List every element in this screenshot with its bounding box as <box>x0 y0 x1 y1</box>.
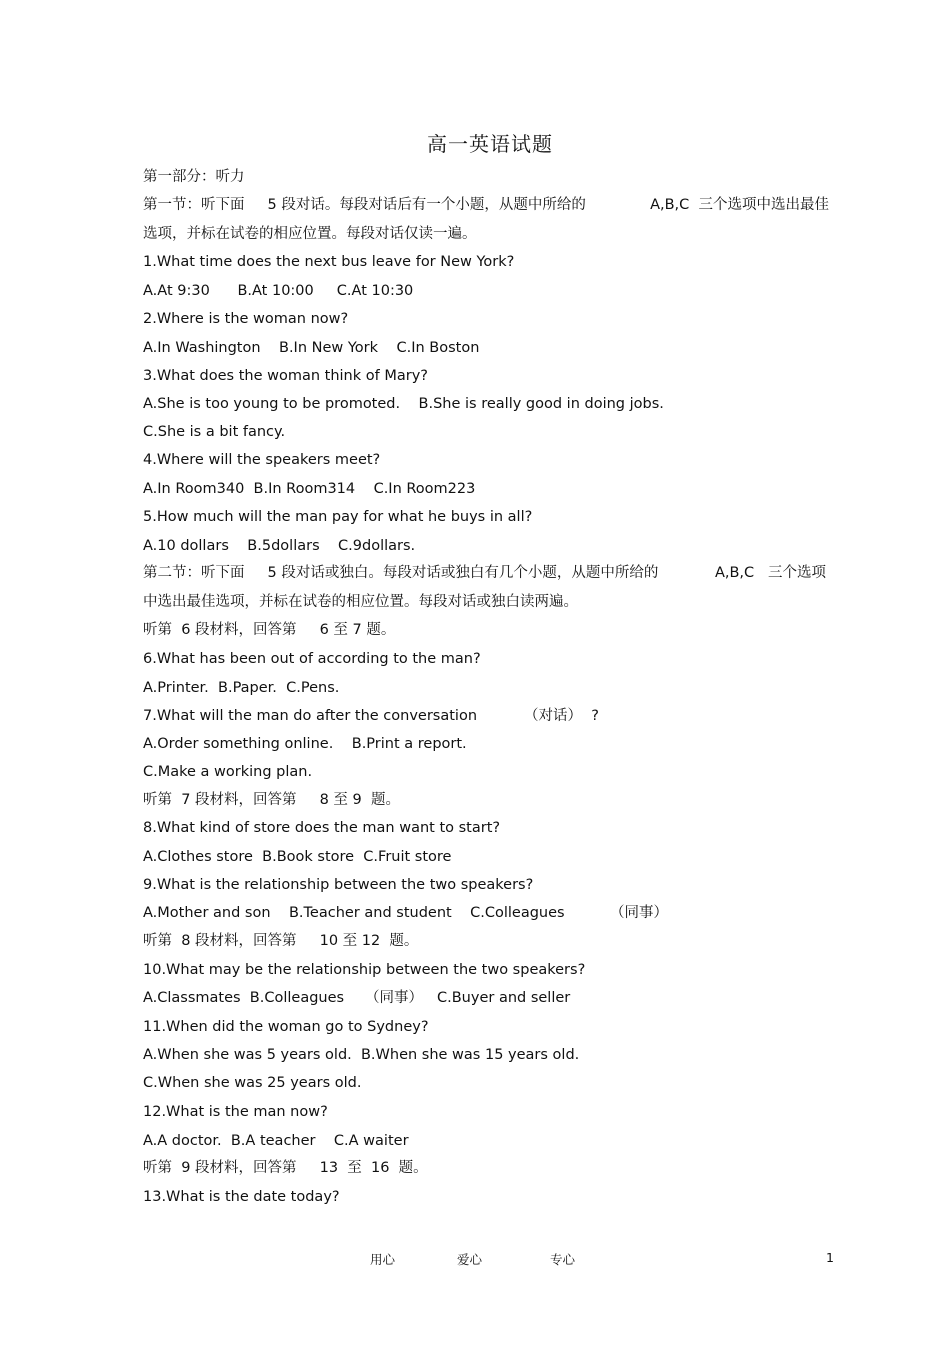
question-10-options-a: A.Classmates B.Colleagues <box>143 990 345 1006</box>
question-6: 6.What has been out of according to the man? <box>143 651 481 667</box>
section1-text-a: 第一节：听下面 5 段对话。每段对话后有一个小题，从题中所给的 <box>143 197 586 213</box>
question-10-options-b: C.Buyer and seller <box>437 990 571 1006</box>
question-1: 1.What time does the next bus leave for New York? <box>143 254 515 270</box>
question-1-options: A.At 9:30 B.At 10:00 C.At 10:30 <box>143 283 414 299</box>
footer-text-1: 用心 <box>370 1252 396 1267</box>
question-11-options-line2: C.When she was 25 years old. <box>143 1075 362 1091</box>
section2-text-a: 第二节：听下面 5 段对话或独白。每段对话或独白有几个小题，从题中所给的 <box>143 565 659 581</box>
section2-instructions-line1 <box>143 563 826 583</box>
group-7-heading: 听第 7 段材料，回答第 8 至 9 题。 <box>143 792 400 808</box>
question-10: 10.What may be the relationship between the two speakers? <box>143 962 586 978</box>
question-5: 5.How much will the man pay for what he buys in all? <box>143 509 533 525</box>
question-3: 3.What does the woman think of Mary? <box>143 368 428 384</box>
question-6-options: A.Printer. B.Paper. C.Pens. <box>143 680 340 696</box>
question-8: 8.What kind of store does the man want to start? <box>143 820 501 836</box>
question-9-note: （同事） <box>610 905 668 921</box>
question-7: 7.What will the man do after the conversation <box>143 708 478 724</box>
question-7-options-line2: C.Make a working plan. <box>143 764 313 780</box>
question-12-options: A.A doctor. B.A teacher C.A waiter <box>143 1133 409 1149</box>
page-title: 高一英语试题 <box>427 132 553 156</box>
section1-instructions-line2: 选项，并标在试卷的相应位置。每段对话仅读一遍。 <box>143 226 477 242</box>
part-heading: 第一部分：听力 <box>143 169 245 185</box>
question-2-options: A.In Washington B.In New York C.In Boston <box>143 340 480 356</box>
section2-text-b: A,B,C 三个选项 <box>714 565 826 581</box>
question-10-note: （同事） <box>365 990 423 1006</box>
group-8-heading: 听第 8 段材料，回答第 10 至 12 题。 <box>143 933 419 949</box>
question-7-note: （对话） ? <box>524 708 599 724</box>
question-12: 12.What is the man now? <box>143 1104 328 1120</box>
question-3-options-line1: A.She is too young to be promoted. B.She is really good in doing jobs. <box>143 396 664 412</box>
question-4: 4.Where will the speakers meet? <box>143 452 381 468</box>
group-6-heading: 听第 6 段材料，回答第 6 至 7 题。 <box>143 622 396 638</box>
group-9-heading: 听第 9 段材料，回答第 13 至 16 题。 <box>143 1160 428 1176</box>
question-7-options-line1: A.Order something online. B.Print a report. <box>143 736 467 752</box>
question-11-options-line1: A.When she was 5 years old. B.When she was 15 years old. <box>143 1047 580 1063</box>
question-4-options: A.In Room340 B.In Room314 C.In Room223 <box>143 481 476 497</box>
question-2: 2.Where is the woman now? <box>143 311 349 327</box>
question-11: 11.When did the woman go to Sydney? <box>143 1019 429 1035</box>
question-9: 9.What is the relationship between the two speakers? <box>143 877 534 893</box>
section1-text-b: A,B,C 三个选项中选出最佳 <box>650 197 829 213</box>
question-8-options: A.Clothes store B.Book store C.Fruit store <box>143 849 452 865</box>
footer-text-2: 爱心 <box>457 1252 483 1267</box>
question-3-options-line2: C.She is a bit fancy. <box>143 424 286 440</box>
page-number: 1 <box>826 1250 834 1265</box>
question-9-options: A.Mother and son B.Teacher and student C.Colleagues <box>143 905 565 921</box>
question-5-options: A.10 dollars B.5dollars C.9dollars. <box>143 538 416 554</box>
footer-text-3: 专心 <box>550 1252 576 1267</box>
section1-instructions-line1 <box>143 195 829 215</box>
section2-instructions-line2: 中选出最佳选项，并标在试卷的相应位置。每段对话或独白读两遍。 <box>143 594 578 610</box>
question-13: 13.What is the date today? <box>143 1189 340 1205</box>
